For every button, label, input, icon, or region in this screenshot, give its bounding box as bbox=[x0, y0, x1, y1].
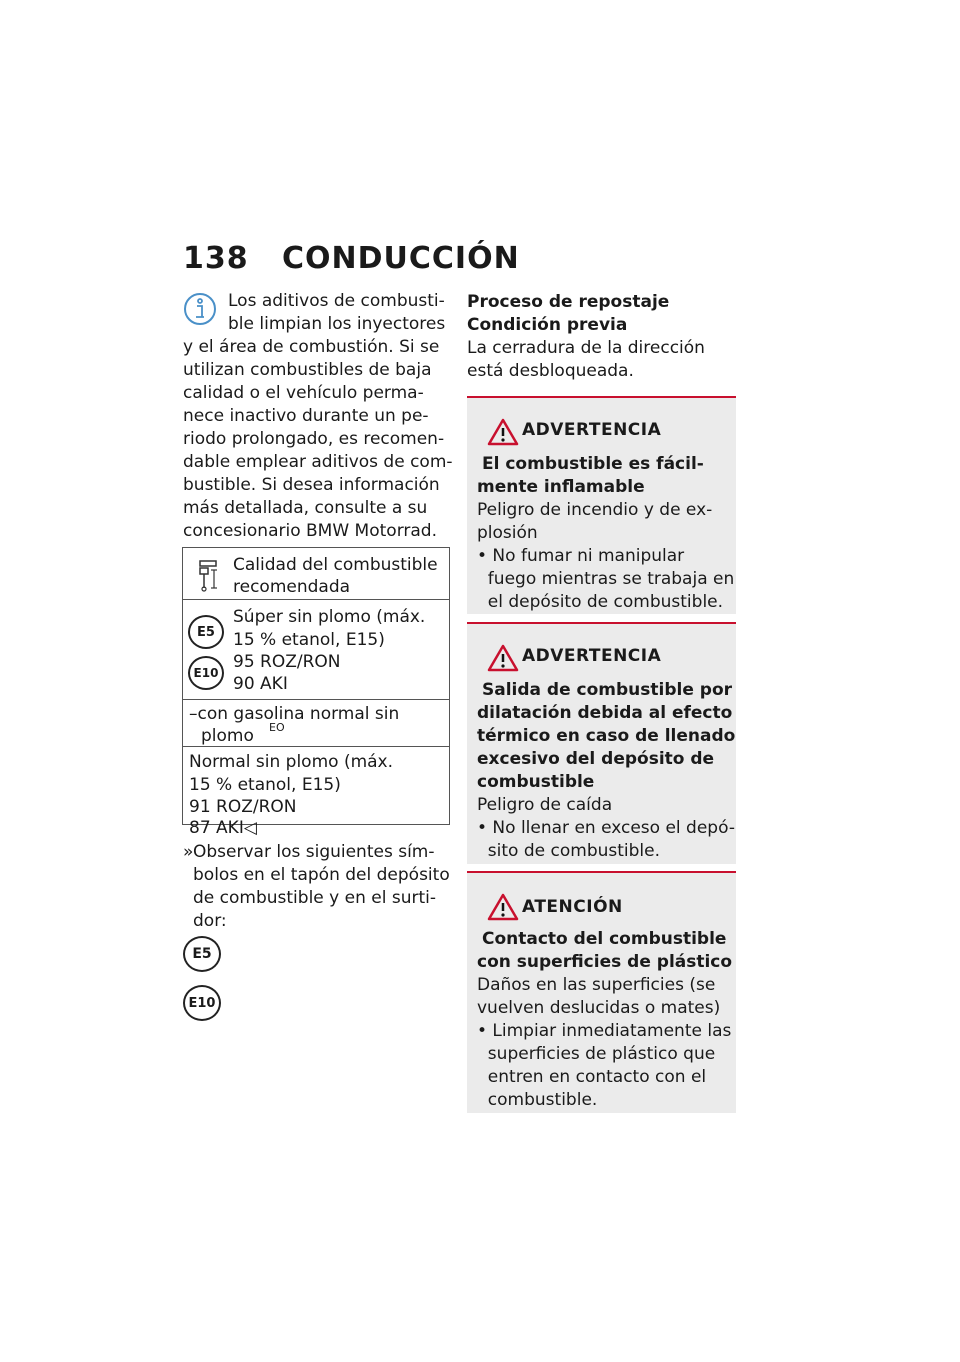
intro-paragraph-start bbox=[228, 290, 450, 336]
intro-line: dable emplear aditivos de com- bbox=[183, 452, 453, 472]
intro-paragraph bbox=[183, 336, 453, 543]
e5-symbol: E5 bbox=[183, 936, 221, 972]
warning-line: sito de combustible. bbox=[477, 841, 661, 861]
intro-line: Los aditivos de combusti- bbox=[228, 291, 445, 311]
warning-line: El combustible es fácil- bbox=[482, 454, 704, 474]
table-cell-line: 15 % etanol, E15) bbox=[189, 775, 341, 795]
body-line: está desbloqueada. bbox=[467, 361, 634, 381]
intro-line: nece inactivo durante un pe- bbox=[183, 406, 429, 426]
table-cell-line: 95 ROZ/RON bbox=[233, 652, 341, 672]
table-cell-line: 15 % etanol, E15) bbox=[233, 630, 385, 650]
caution-line: • Limpiar inmediatamente las bbox=[477, 1021, 732, 1041]
warning-line: plosión bbox=[477, 523, 538, 543]
intro-line: y el área de combustión. Si se bbox=[183, 337, 440, 357]
e10-symbol: E10 bbox=[183, 985, 221, 1021]
table-cell-line: plomo bbox=[201, 726, 254, 746]
caution-line: entren en contacto con el bbox=[477, 1067, 707, 1087]
e5-badge: E5 bbox=[188, 615, 224, 649]
warning-line: dilatación debida al efecto bbox=[477, 703, 733, 723]
warning-title: ADVERTENCIA bbox=[522, 420, 662, 440]
instruction-line: Observar los siguientes sím- bbox=[193, 842, 435, 862]
warning-line: Peligro de incendio y de ex- bbox=[477, 500, 713, 520]
warning-box bbox=[467, 396, 736, 614]
table-cell-line: Súper sin plomo (máx. bbox=[233, 607, 426, 627]
table-header-line: recomendada bbox=[233, 577, 351, 597]
intro-line: concesionario BMW Motorrad. bbox=[183, 521, 437, 541]
section-heading: Proceso de repostaje bbox=[467, 292, 670, 312]
warning-body bbox=[477, 679, 736, 863]
fuel-pump-icon bbox=[197, 558, 223, 592]
info-icon bbox=[183, 292, 217, 326]
warning-line: fuego mientras se trabaja en bbox=[477, 569, 735, 589]
caution-box bbox=[467, 871, 736, 1113]
warning-line: térmico en caso de llenado bbox=[477, 726, 736, 746]
instruction-line: bolos en el tapón del depósito bbox=[193, 865, 450, 885]
warning-title: ADVERTENCIA bbox=[522, 646, 662, 666]
instruction-line: dor: bbox=[193, 911, 227, 931]
warning-line: excesivo del depósito de bbox=[477, 749, 715, 769]
warning-line: • No llenar en exceso el depó- bbox=[477, 818, 735, 838]
intro-line: bustible. Si desea información bbox=[183, 475, 440, 495]
warning-line: • No fumar ni manipular bbox=[477, 546, 685, 566]
warning-line: Peligro de caída bbox=[477, 795, 613, 815]
body-line: La cerradura de la dirección bbox=[467, 338, 705, 358]
intro-line: ble limpian los inyectores bbox=[228, 314, 446, 334]
table-cell-line: Normal sin plomo (máx. bbox=[189, 752, 394, 772]
eo-superscript: EO bbox=[269, 721, 285, 734]
intro-line: calidad o el vehículo perma- bbox=[183, 383, 424, 403]
caution-line: Daños en las superficies (se bbox=[477, 975, 716, 995]
fuel-quality-table bbox=[182, 547, 450, 838]
warning-line: mente inflamable bbox=[477, 477, 645, 497]
instruction-text bbox=[193, 841, 453, 933]
caution-line: Contacto del combustible bbox=[482, 929, 727, 949]
warning-triangle-icon bbox=[487, 644, 519, 672]
table-header-line: Calidad del combustible bbox=[233, 555, 438, 575]
page-number: 138 bbox=[183, 241, 249, 276]
caution-line: con superficies de plástico bbox=[477, 952, 733, 972]
caution-body bbox=[477, 928, 732, 1112]
intro-line: utilizan combustibles de baja bbox=[183, 360, 432, 380]
warning-line: Salida de combustible por bbox=[482, 680, 733, 700]
caution-line: combustible. bbox=[477, 1090, 598, 1110]
section-title: CONDUCCIÓN bbox=[282, 241, 520, 276]
table-cell-line: –con gasolina normal sin bbox=[189, 704, 400, 724]
table-cell-line: 91 ROZ/RON bbox=[189, 797, 297, 817]
instruction-marker: » bbox=[183, 842, 194, 862]
warning-line: el depósito de combustible. bbox=[477, 592, 724, 612]
caution-line: superficies de plástico que bbox=[477, 1044, 716, 1064]
warning-line: combustible bbox=[477, 772, 595, 792]
table-divider bbox=[183, 699, 449, 700]
table-divider bbox=[183, 599, 449, 600]
caution-line: vuelven deslucidas o mates) bbox=[477, 998, 721, 1018]
warning-box bbox=[467, 622, 736, 864]
warning-body bbox=[477, 453, 735, 614]
instruction-line: de combustible y en el surti- bbox=[193, 888, 436, 908]
intro-line: riodo prolongado, es recomen- bbox=[183, 429, 445, 449]
e10-badge: E10 bbox=[188, 656, 224, 690]
table-cell-line: 90 AKI bbox=[233, 674, 288, 694]
warning-triangle-icon bbox=[487, 418, 519, 446]
table-cell-line: 87 AKI◁ bbox=[189, 818, 257, 838]
caution-title: ATENCIÓN bbox=[522, 897, 623, 917]
intro-line: más detallada, consulte a su bbox=[183, 498, 428, 518]
subheading: Condición previa bbox=[467, 315, 628, 335]
warning-triangle-icon bbox=[487, 893, 519, 921]
